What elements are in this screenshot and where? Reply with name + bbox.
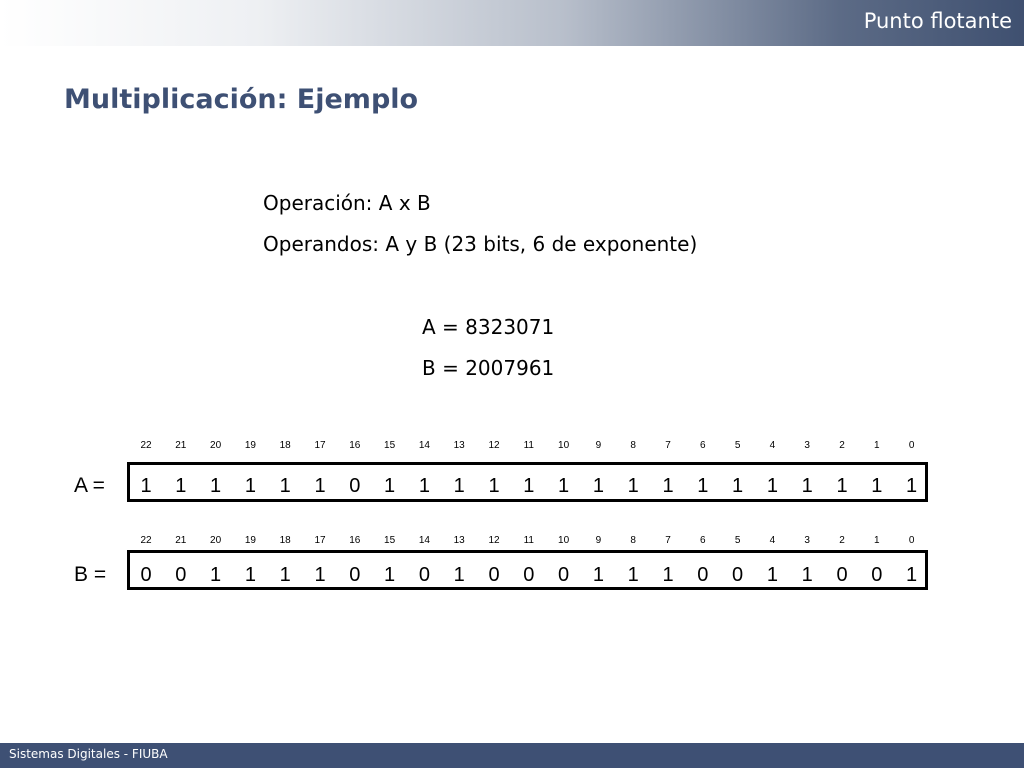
- bit-index-label: 21: [175, 440, 187, 451]
- bit-index-label: 9: [595, 535, 602, 546]
- bit-index-label: 4: [769, 535, 776, 546]
- bit-cell: 1: [523, 475, 535, 497]
- section-title: Punto flotante: [863, 9, 1012, 33]
- bit-index-label: 18: [279, 440, 291, 451]
- bit-index-label: 1: [874, 535, 880, 546]
- bit-cell: 1: [801, 564, 813, 586]
- bit-cell: 1: [279, 564, 291, 586]
- bit-cell: 1: [662, 564, 674, 586]
- bit-cell: 1: [801, 475, 813, 497]
- bit-index-label: 8: [630, 535, 636, 546]
- bit-index-label: 19: [244, 440, 256, 451]
- bit-cell: 1: [906, 475, 918, 497]
- bit-index-label: 10: [558, 535, 570, 546]
- bit-cell: 0: [349, 564, 361, 586]
- bit-cell: 1: [418, 475, 430, 497]
- value-a: A = 8323071: [422, 315, 555, 339]
- bit-index-label: 16: [349, 535, 361, 546]
- bit-cell: 1: [279, 475, 291, 497]
- bit-cell: 1: [244, 564, 256, 586]
- bit-index-label: 16: [349, 440, 361, 451]
- bit-index-label: 0: [908, 440, 915, 451]
- bit-index-label: 20: [210, 440, 222, 451]
- bit-index-label: 17: [314, 440, 326, 451]
- bit-cell: 1: [488, 475, 500, 497]
- bit-cell: 0: [871, 564, 883, 586]
- bit-cell: 1: [662, 475, 674, 497]
- bit-cell: 1: [140, 475, 152, 497]
- bit-index-label: 19: [244, 535, 256, 546]
- operands-line: Operandos: A y B (23 bits, 6 de exponente): [263, 232, 698, 256]
- value-b: B = 2007961: [422, 356, 555, 380]
- operation-line: Operación: A x B: [263, 191, 431, 215]
- bit-cell: 0: [140, 564, 152, 586]
- bit-index-label: 5: [734, 535, 741, 546]
- bit-cell: 1: [732, 475, 744, 497]
- bit-index-label: 14: [418, 535, 430, 546]
- bit-cell: 0: [732, 564, 744, 586]
- bit-cell: 1: [384, 475, 396, 497]
- bit-cell: 1: [592, 475, 604, 497]
- bit-cell: 1: [175, 475, 187, 497]
- bit-cell: 1: [697, 475, 709, 497]
- bit-index-label: 20: [210, 535, 222, 546]
- bit-index-label: 22: [140, 535, 152, 546]
- footer-text: Sistemas Digitales - FIUBA: [9, 747, 168, 761]
- bit-index-label: 9: [595, 440, 602, 451]
- bit-index-label: 6: [700, 440, 706, 451]
- bit-cell: 1: [314, 475, 326, 497]
- bit-index-label: 14: [418, 440, 430, 451]
- bit-index-label: 21: [175, 535, 187, 546]
- bit-index-label: 8: [630, 440, 636, 451]
- bit-index-label: 2: [839, 440, 845, 451]
- bit-cell: 1: [906, 564, 918, 586]
- bit-cell: 1: [453, 475, 465, 497]
- bit-index-label: 1: [874, 440, 880, 451]
- bit-cell: 1: [384, 564, 396, 586]
- footer-band: [0, 743, 1024, 768]
- bit-index-label: 15: [384, 440, 396, 451]
- bit-index-label: 18: [279, 535, 291, 546]
- bit-index-label: 7: [665, 440, 671, 451]
- bit-cell: 1: [627, 475, 639, 497]
- header-band: [0, 0, 1024, 46]
- bit-cell: 1: [836, 475, 848, 497]
- bit-index-label: 13: [453, 440, 465, 451]
- bit-index-label: 12: [488, 440, 500, 451]
- register-b-label: B =: [74, 563, 107, 586]
- bit-cell: 0: [523, 564, 535, 586]
- bit-index-label: 5: [734, 440, 741, 451]
- bit-index-label: 12: [488, 535, 500, 546]
- bit-cell: 1: [210, 475, 222, 497]
- bit-cell: 1: [210, 564, 222, 586]
- bit-cell: 0: [488, 564, 500, 586]
- bit-cell: 1: [558, 475, 570, 497]
- bit-cell: 1: [314, 564, 326, 586]
- slide-title: Multiplicación: Ejemplo: [64, 84, 419, 115]
- bit-cell: 0: [697, 564, 709, 586]
- bit-cell: 1: [627, 564, 639, 586]
- bit-index-label: 0: [908, 535, 915, 546]
- bit-index-label: 22: [140, 440, 152, 451]
- bit-cell: 0: [349, 475, 361, 497]
- bit-index-label: 15: [384, 535, 396, 546]
- bit-index-label: 6: [700, 535, 706, 546]
- bit-index-label: 3: [804, 440, 810, 451]
- bit-cell: 0: [175, 564, 187, 586]
- bit-index-label: 2: [839, 535, 845, 546]
- register-a-label: A =: [74, 474, 105, 497]
- bit-cell: 0: [836, 564, 848, 586]
- bit-cell: 0: [418, 564, 430, 586]
- bit-cell: 1: [766, 475, 778, 497]
- bit-cell: 0: [558, 564, 570, 586]
- bit-cell: 1: [871, 475, 883, 497]
- bit-cell: 1: [592, 564, 604, 586]
- bit-index-label: 7: [665, 535, 671, 546]
- bit-index-label: 11: [523, 535, 534, 546]
- bit-index-label: 11: [523, 440, 534, 451]
- bit-cell: 1: [766, 564, 778, 586]
- bit-index-label: 3: [804, 535, 810, 546]
- bit-cell: 1: [244, 475, 256, 497]
- bit-index-label: 17: [314, 535, 326, 546]
- bit-index-label: 13: [453, 535, 465, 546]
- bit-index-label: 4: [769, 440, 776, 451]
- bit-index-label: 10: [558, 440, 570, 451]
- bit-cell: 1: [453, 564, 465, 586]
